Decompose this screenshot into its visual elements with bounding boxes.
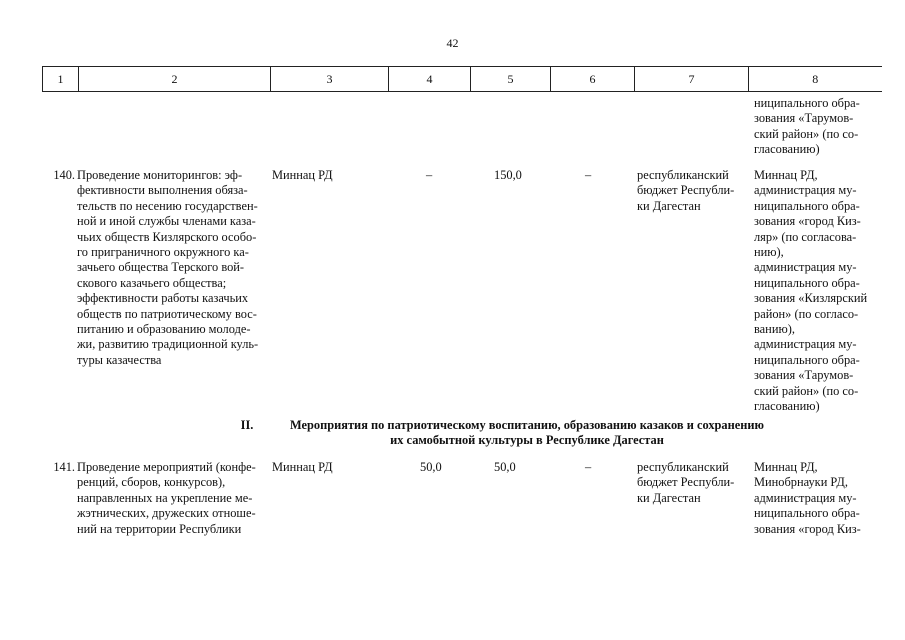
participant-line: зования «город Киз- [754, 214, 861, 229]
section-title-line: Мероприятия по патриотическому воспитанию, образованию казаков и сохранению [289, 418, 764, 432]
header-col-1: 1 [43, 67, 79, 92]
description-line: фективности выполнения обяза- [77, 183, 248, 198]
carryover-line: ский район» (по со- [754, 126, 859, 141]
row-executor: Миннац РД [272, 460, 333, 474]
source-line: бюджет Республи- [637, 183, 735, 198]
row-col6: – [585, 460, 592, 474]
participant-line: Миннац РД, [754, 168, 818, 182]
source-line: бюджет Республи- [637, 475, 735, 490]
header-col-3: 3 [271, 67, 389, 92]
description-line: Проведение мониторингов: эф- [77, 168, 243, 182]
program-table [42, 66, 881, 92]
participant-line: администрация му- [754, 490, 857, 505]
description-line: тельств по несению государствен- [77, 198, 258, 213]
participant-line: зования «город Киз- [754, 521, 861, 536]
description-line: зачьего общества Терского вой- [77, 260, 245, 275]
carryover-line: ниципального обра- [754, 96, 860, 110]
row-executor: Миннац РД [272, 168, 333, 182]
participant-line: Миннац РД, [754, 460, 818, 474]
participant-line: зования «Кизлярский [754, 291, 868, 306]
header-col-5: 5 [471, 67, 551, 92]
description-line: ний на территории Республики [77, 521, 242, 536]
row-number: 141. [53, 460, 75, 474]
participant-line: район» (по согласо- [754, 306, 859, 321]
source-line: ки Дагестан [637, 490, 701, 505]
carryover-line: зования «Тарумов- [754, 111, 854, 126]
row-funding-source [637, 460, 749, 506]
participant-line: ниципального обра- [754, 275, 860, 290]
row-participants [754, 168, 882, 415]
header-col-2: 2 [79, 67, 271, 92]
description-line: чьих обществ Кизлярского особо- [77, 229, 257, 244]
row-participants [754, 460, 882, 537]
section-title [272, 418, 782, 449]
page-number: 42 [446, 36, 459, 50]
participant-line: гласованию) [754, 399, 820, 414]
description-line: обществ по патриотическому вос- [77, 306, 257, 321]
row-number: 140. [53, 168, 75, 182]
description-line: Проведение мероприятий (конфе- [77, 460, 256, 474]
row-description [77, 460, 268, 537]
description-line: скового казачьего общества; [77, 275, 227, 290]
description-line: го приграничного окружного ка- [77, 245, 249, 260]
section-title-line: их самобытной культуры в Республике Дагестан [390, 433, 664, 448]
row-funding-source [637, 168, 749, 214]
description-line: ной и иной службы членами каза- [77, 214, 256, 229]
source-line: ки Дагестан [637, 198, 701, 213]
participant-line: ванию), [754, 322, 795, 337]
description-line: жи, развитию традиционной куль- [77, 337, 259, 352]
description-line: ренций, сборов, конкурсов), [77, 475, 226, 490]
description-line: жэтнических, дружеских отноше- [77, 506, 256, 521]
participant-line: ский район» (по со- [754, 383, 859, 398]
section-numeral: II. [240, 418, 254, 432]
participant-line: ниципального обра- [754, 198, 860, 213]
participant-line: нию), [754, 245, 784, 260]
row-col6: – [585, 168, 592, 182]
participant-line: Минобрнауки РД, [754, 475, 848, 490]
row-description [77, 168, 268, 368]
header-col-6: 6 [551, 67, 635, 92]
description-line: эффективности работы казачьих [77, 291, 249, 306]
participant-line: ниципального обра- [754, 506, 860, 521]
header-col-8: 8 [749, 67, 882, 92]
carryover-line: гласованию) [754, 142, 820, 157]
description-line: туры казачества [77, 352, 162, 367]
participant-line: администрация му- [754, 337, 857, 352]
header-col-7: 7 [635, 67, 749, 92]
participant-line: ляр» (по согласова- [754, 229, 857, 244]
description-line: направленных на укрепление ме- [77, 490, 253, 505]
participant-line: администрация му- [754, 260, 857, 275]
description-line: питанию и образованию молоде- [77, 322, 251, 337]
participant-line: зования «Тарумов- [754, 368, 854, 383]
participant-line: администрация му- [754, 183, 857, 198]
row-col4: – [426, 168, 433, 182]
carryover-col8 [754, 96, 882, 158]
table-header [42, 66, 882, 92]
row-col5: 150,0 [494, 168, 522, 182]
participant-line: ниципального обра- [754, 352, 860, 367]
row-col5: 50,0 [494, 460, 516, 474]
source-line: республиканский [637, 168, 729, 182]
header-col-4: 4 [389, 67, 471, 92]
source-line: республиканский [637, 460, 729, 474]
row-col4: 50,0 [420, 460, 442, 474]
